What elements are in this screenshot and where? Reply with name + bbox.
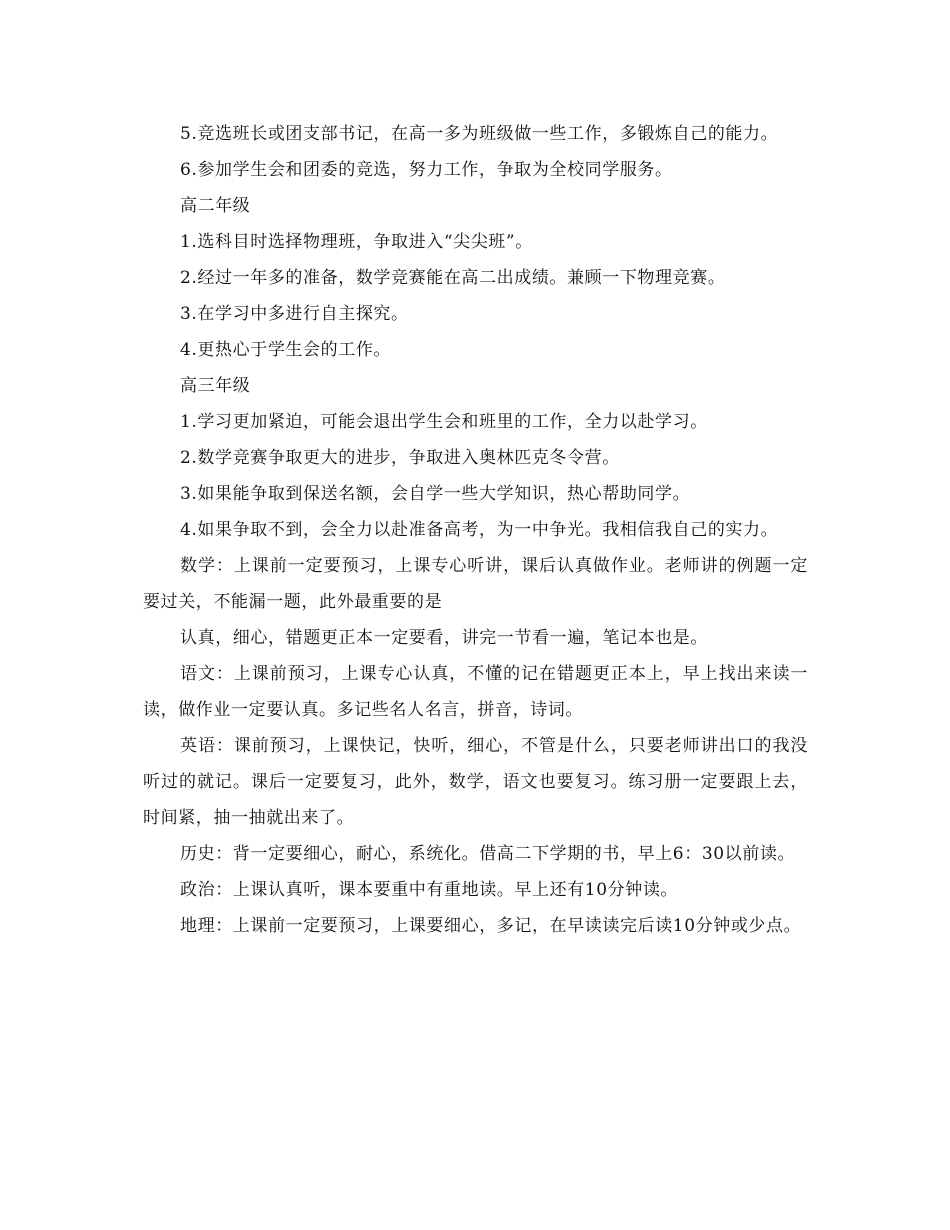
paragraph-grade-11-item-3: 3.在学习中多进行自主探究。	[180, 304, 409, 324]
paragraph-geography: 地理：上课前一定要预习，上课要细心，多记，在早读读完后读10分钟或少点。	[180, 916, 802, 936]
paragraph-chinese: 语文：上课前预习，上课专心认真，不懂的记在错题更正本上，早上找出来读一读，做作业一定要认真。多记些名人名言，拼音，诗词。	[143, 664, 808, 720]
heading-grade-12: 高三年级	[180, 376, 251, 396]
paragraph-grade-12-item-3: 3.如果能争取到保送名额，会自学一些大学知识，热心帮助同学。	[180, 484, 691, 504]
paragraph-grade-12-item-2: 2.数学竞赛争取更大的进步，争取进入奥林匹克冬令营。	[180, 448, 620, 468]
paragraph-history: 历史：背一定要细心，耐心，系统化。借高二下学期的书，早上6：30以前读。	[180, 844, 796, 864]
document-body	[143, 116, 808, 944]
heading-grade-11: 高二年级	[180, 196, 251, 216]
paragraph-politics: 政治：上课认真听，课本要重中有重地读。早上还有10分钟读。	[180, 880, 679, 900]
paragraph-math: 数学：上课前一定要预习，上课专心听讲，课后认真做作业。老师讲的例题一定要过关，不能漏一题，此外最重要的是	[143, 556, 808, 612]
paragraph-math-continued: 认真，细心，错题更正本一定要看，讲完一节看一遍，笔记本也是。	[180, 628, 708, 648]
paragraph-english: 英语：课前预习，上课快记，快听，细心，不管是什么，只要老师讲出口的我没听过的就记。课后一定要复习，此外，数学，语文也要复习。练习册一定要跟上去，时间紧，抽一抽就出来了。	[143, 736, 808, 828]
paragraph-grade-12-item-4: 4.如果争取不到，会全力以赴准备高考，为一中争光。我相信我自己的实力。	[180, 520, 779, 540]
paragraph-goal-5: 5.竞选班长或团支部书记，在高一多为班级做一些工作，多锻炼自己的能力。	[180, 124, 779, 144]
paragraph-grade-12-item-1: 1.学习更加紧迫，可能会退出学生会和班里的工作，全力以赴学习。	[180, 412, 708, 432]
paragraph-goal-6: 6.参加学生会和团委的竞选，努力工作，争取为全校同学服务。	[180, 160, 673, 180]
paragraph-grade-11-item-2: 2.经过一年多的准备，数学竞赛能在高二出成绩。兼顾一下物理竞赛。	[180, 268, 726, 288]
paragraph-grade-11-item-4: 4.更热心于学生会的工作。	[180, 340, 392, 360]
paragraph-grade-11-item-1: 1.选科目时选择物理班，争取进入“尖尖班”。	[180, 232, 533, 252]
